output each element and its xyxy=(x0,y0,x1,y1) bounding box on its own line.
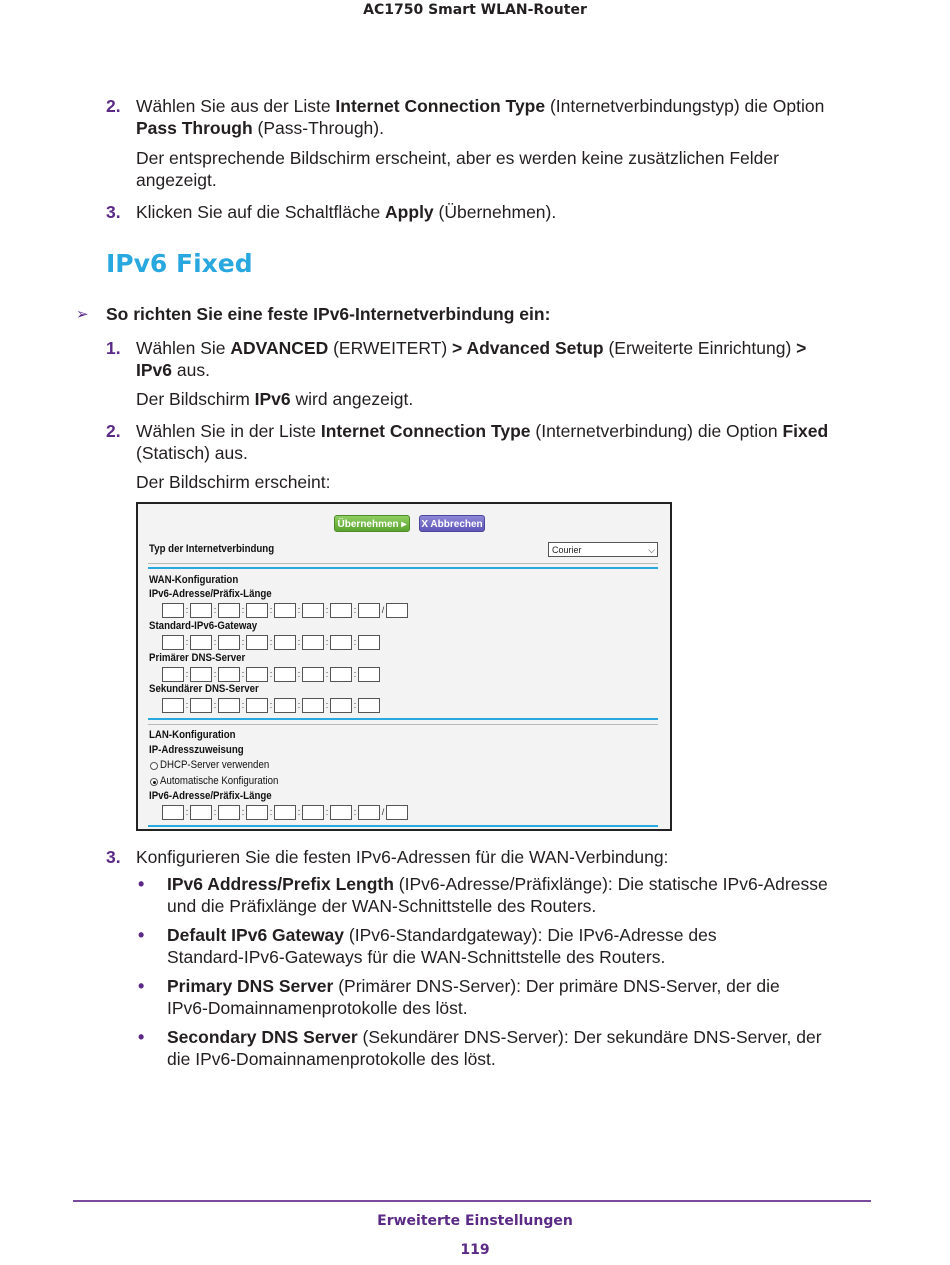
bullet-item xyxy=(167,975,887,1019)
separator: : xyxy=(353,637,357,647)
ipv6-segment-input[interactable] xyxy=(246,635,268,650)
bullet-item xyxy=(167,873,887,917)
bullet-marker: • xyxy=(138,874,145,894)
ipv6-segment-input[interactable] xyxy=(246,603,268,618)
separator: / xyxy=(381,807,385,817)
ipv6-segment-input[interactable] xyxy=(162,635,184,650)
ipv6-segment-input[interactable] xyxy=(302,603,324,618)
ipv6-segment-input[interactable] xyxy=(274,603,296,618)
separator: : xyxy=(185,669,189,679)
ipv6-segment-input[interactable] xyxy=(162,698,184,713)
primary-dns-label: Primärer DNS-Server xyxy=(149,652,246,664)
ipv6-segment-input[interactable] xyxy=(330,603,352,618)
bullet-item xyxy=(167,924,887,968)
separator: : xyxy=(213,669,217,679)
ipv6-segment-input[interactable] xyxy=(218,603,240,618)
separator: : xyxy=(241,637,245,647)
separator: : xyxy=(325,637,329,647)
wan-heading: WAN-Konfiguration xyxy=(149,574,239,586)
connection-type-label: Typ der Internetverbindung xyxy=(149,543,275,555)
ipv6-segment-input[interactable] xyxy=(274,635,296,650)
divider xyxy=(148,563,658,564)
ipv6-segment-input[interactable] xyxy=(358,667,380,682)
text-run: und die Präfixlänge der WAN-Schnittstelle des Routers. xyxy=(167,896,597,916)
text-run: Standard-IPv6-Gateways für die WAN-Schnittstelle des Routers. xyxy=(167,947,666,967)
separator: : xyxy=(297,637,301,647)
step-text xyxy=(136,337,876,381)
step-text xyxy=(136,420,876,464)
running-header: AC1750 Smart WLAN-Router xyxy=(363,2,587,18)
ipv6-segment-input[interactable] xyxy=(246,805,268,820)
text-run: IPv6-Domainnamenprotokolle des löst. xyxy=(167,998,468,1018)
ipv6-segment-input[interactable] xyxy=(218,698,240,713)
separator: : xyxy=(269,807,273,817)
wan-ipv6-label: IPv6-Adresse/Präfix-Länge xyxy=(149,588,272,600)
ipv6-segment-input[interactable] xyxy=(162,603,184,618)
separator: : xyxy=(353,700,357,710)
separator: : xyxy=(325,700,329,710)
ipv6-segment-input[interactable] xyxy=(274,698,296,713)
term: Default IPv6 Gateway xyxy=(167,925,345,945)
term: Apply xyxy=(385,202,434,222)
ipv6-segment-input[interactable] xyxy=(302,698,324,713)
separator: : xyxy=(325,807,329,817)
separator: : xyxy=(213,807,217,817)
text-run: (ERWEITERT) xyxy=(328,338,453,358)
term: Internet Connection Type xyxy=(320,421,531,441)
separator: : xyxy=(241,669,245,679)
ipv6-segment-input[interactable] xyxy=(330,635,352,650)
separator: : xyxy=(213,605,217,615)
ipv6-segment-input[interactable] xyxy=(190,603,212,618)
gateway-inputs xyxy=(162,634,380,651)
footer-section: Erweiterte Einstellungen xyxy=(377,1213,573,1229)
ipv6-segment-input[interactable] xyxy=(302,635,324,650)
term: Secondary DNS Server xyxy=(167,1027,358,1047)
bullet-item xyxy=(167,1026,887,1070)
step-text xyxy=(136,201,556,223)
step-text xyxy=(136,95,876,139)
dhcp-radio[interactable] xyxy=(150,762,158,770)
term: Fixed xyxy=(782,421,829,441)
separator: : xyxy=(213,700,217,710)
dhcp-option-label: DHCP-Server verwenden xyxy=(160,759,270,771)
text-run: aus. xyxy=(172,360,210,380)
step-text: Konfigurieren Sie die festen IPv6-Adressen für die WAN-Verbindung: xyxy=(136,847,669,867)
procedure-title: So richten Sie eine feste IPv6-Internetverbindung ein: xyxy=(106,304,551,324)
step-number: 2. xyxy=(106,96,121,116)
prefix-length-input[interactable] xyxy=(386,805,408,820)
separator: : xyxy=(269,700,273,710)
prefix-length-input[interactable] xyxy=(386,603,408,618)
chevron-down-icon: ⌵ xyxy=(648,545,655,555)
text-run: angezeigt. xyxy=(136,170,217,190)
divider xyxy=(148,825,658,827)
ipv6-segment-input[interactable] xyxy=(246,667,268,682)
ipv6-segment-input[interactable] xyxy=(218,667,240,682)
separator: : xyxy=(185,807,189,817)
term: IPv6 xyxy=(136,360,172,380)
ipv6-segment-input[interactable] xyxy=(358,805,380,820)
secondary-dns-inputs xyxy=(162,697,380,714)
text-run: (Statisch) aus. xyxy=(136,443,248,463)
page-number: 119 xyxy=(460,1242,490,1258)
text-run: (IPv6-Adresse/Präfixlänge): Die statische IPv6-Adresse xyxy=(393,874,828,894)
text-run: (Übernehmen). xyxy=(433,202,557,222)
text-run: (Erweiterte Einrichtung) xyxy=(603,338,797,358)
gateway-label: Standard-IPv6-Gateway xyxy=(149,620,258,632)
text-run: (Primärer DNS-Server): Der primäre DNS-Server, der die xyxy=(333,976,780,996)
ipv6-segment-input[interactable] xyxy=(330,698,352,713)
text-run: Wählen Sie in der Liste xyxy=(136,421,321,441)
ipv6-segment-input[interactable] xyxy=(274,805,296,820)
bullet-marker: • xyxy=(138,925,145,945)
section-title: IPv6 Fixed xyxy=(106,249,253,278)
divider xyxy=(148,567,658,569)
separator: : xyxy=(185,637,189,647)
ipv6-segment-input[interactable] xyxy=(358,635,380,650)
ipv6-segment-input[interactable] xyxy=(302,805,324,820)
ipv6-segment-input[interactable] xyxy=(190,667,212,682)
ipv6-segment-input[interactable] xyxy=(358,698,380,713)
text-run: Wählen Sie xyxy=(136,338,231,358)
ipv6-segment-input[interactable] xyxy=(274,667,296,682)
cancel-button[interactable]: X Abbrechen xyxy=(419,515,485,532)
ipv6-segment-input[interactable] xyxy=(162,667,184,682)
text-run: Der Bildschirm xyxy=(136,389,255,409)
primary-dns-inputs xyxy=(162,666,380,683)
step-note: Der Bildschirm erscheint: xyxy=(136,472,331,492)
auto-config-radio[interactable] xyxy=(150,778,158,786)
text-run: Wählen Sie aus der Liste xyxy=(136,96,336,116)
bullet-marker: • xyxy=(138,1027,145,1047)
term: > Advanced Setup xyxy=(452,338,604,358)
ipv6-segment-input[interactable] xyxy=(162,805,184,820)
ipv6-segment-input[interactable] xyxy=(302,667,324,682)
separator: : xyxy=(353,605,357,615)
text-run: Der entsprechende Bildschirm erscheint, aber es werden keine zusätzlichen Felder xyxy=(136,148,779,168)
secondary-dns-label: Sekundärer DNS-Server xyxy=(149,683,259,695)
bullet-marker: • xyxy=(138,976,145,996)
term: IPv6 xyxy=(254,389,291,409)
term: Primary DNS Server xyxy=(167,976,334,996)
separator: : xyxy=(185,700,189,710)
text-run: (Pass-Through). xyxy=(252,118,384,138)
separator: : xyxy=(297,669,301,679)
separator: : xyxy=(269,637,273,647)
separator: : xyxy=(297,700,301,710)
ipv6-segment-input[interactable] xyxy=(330,805,352,820)
apply-button[interactable]: Übernehmen ▸ xyxy=(334,515,410,532)
procedure-arrow-icon: ➢ xyxy=(76,306,89,323)
term: Internet Connection Type xyxy=(335,96,546,116)
ipv6-segment-input[interactable] xyxy=(330,667,352,682)
step-number: 3. xyxy=(106,847,121,867)
connection-type-value: Courier xyxy=(552,545,582,555)
separator: : xyxy=(297,807,301,817)
separator: : xyxy=(297,605,301,615)
separator: : xyxy=(213,637,217,647)
ip-assign-label: IP-Adresszuweisung xyxy=(149,744,244,756)
step-note xyxy=(136,147,876,191)
ipv6-fixed-screenshot xyxy=(136,502,672,831)
text-run: (Sekundärer DNS-Server): Der sekundäre DNS-Server, der xyxy=(357,1027,822,1047)
step-note xyxy=(136,388,413,410)
separator: : xyxy=(325,605,329,615)
separator: : xyxy=(241,807,245,817)
divider xyxy=(148,718,658,720)
term: ADVANCED xyxy=(230,338,329,358)
separator: : xyxy=(325,669,329,679)
connection-type-select[interactable] xyxy=(548,542,658,557)
auto-option-label: Automatische Konfiguration xyxy=(160,775,279,787)
wan-ipv6-inputs xyxy=(162,602,408,619)
separator: : xyxy=(269,669,273,679)
ipv6-segment-input[interactable] xyxy=(190,805,212,820)
text-run: (Internetverbindungstyp) die Option xyxy=(545,96,825,116)
lan-ipv6-label: IPv6-Adresse/Präfix-Länge xyxy=(149,790,272,802)
separator: : xyxy=(353,669,357,679)
term: Pass Through xyxy=(136,118,253,138)
step-number: 2. xyxy=(106,421,121,441)
ipv6-segment-input[interactable] xyxy=(246,698,268,713)
separator: / xyxy=(381,605,385,615)
ipv6-segment-input[interactable] xyxy=(218,805,240,820)
footer-divider xyxy=(73,1200,871,1202)
separator: : xyxy=(241,700,245,710)
text-run: die IPv6-Domainnamenprotokolle des löst. xyxy=(167,1049,496,1069)
step-number: 3. xyxy=(106,202,121,222)
text-run: (IPv6-Standardgateway): Die IPv6-Adresse des xyxy=(344,925,717,945)
ipv6-segment-input[interactable] xyxy=(358,603,380,618)
ipv6-segment-input[interactable] xyxy=(190,698,212,713)
separator: : xyxy=(269,605,273,615)
lan-heading: LAN-Konfiguration xyxy=(149,729,236,741)
text-run: Klicken Sie auf die Schaltfläche xyxy=(136,202,386,222)
ipv6-segment-input[interactable] xyxy=(190,635,212,650)
term: IPv6 Address/Prefix Length xyxy=(167,874,394,894)
ipv6-segment-input[interactable] xyxy=(218,635,240,650)
step-number: 1. xyxy=(106,338,121,358)
term: > xyxy=(796,338,807,358)
divider xyxy=(148,724,658,725)
separator: : xyxy=(241,605,245,615)
separator: : xyxy=(353,807,357,817)
separator: : xyxy=(185,605,189,615)
lan-ipv6-inputs xyxy=(162,804,408,821)
text-run: wird angezeigt. xyxy=(290,389,414,409)
text-run: (Internetverbindung) die Option xyxy=(530,421,783,441)
